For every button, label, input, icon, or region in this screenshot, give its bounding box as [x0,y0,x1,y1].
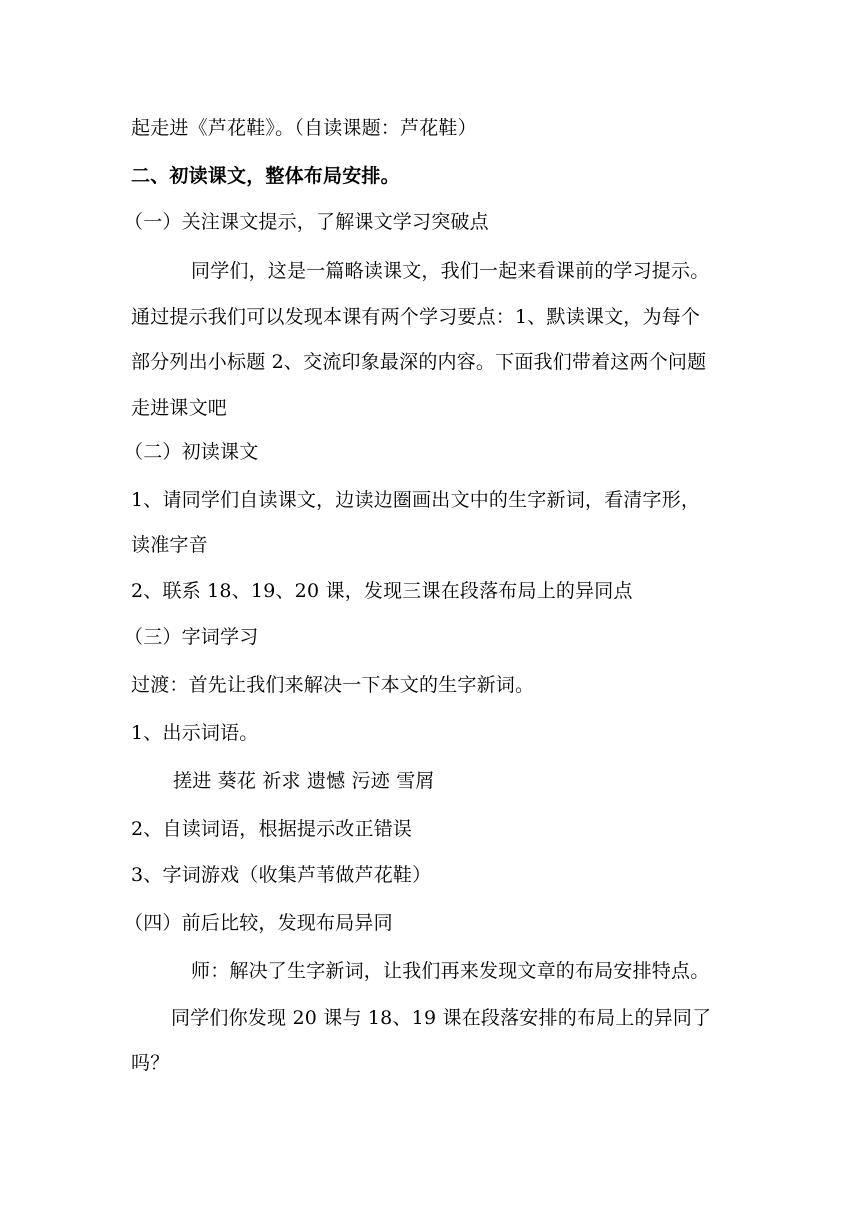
text-line: 起走进《芦花鞋》。（自读课题：芦花鞋） [131,117,477,139]
text-line: 2、联系 18、19、20 课，发现三课在段落布局上的异同点 [131,580,633,602]
text-line: 3、字词游戏（收集芦苇做芦花鞋） [131,864,432,886]
text-line: 走进课文吧 [131,397,228,419]
subsection-heading: （四）前后比较，发现布局异同 [124,912,393,934]
text-line: 1、出示词语。 [131,722,259,744]
text-line: 部分列出小标题 2、交流印象最深的内容。下面我们带着这两个问题 [131,351,707,373]
text-line: 1、请同学们自读课文，边读边圈画出文中的生字新词，看清字形， [131,489,701,511]
text-line: 2、自读词语，根据提示改正错误 [131,818,413,840]
text-line: 同学们你发现 20 课与 18、19 课在段落安排的布局上的异同了 [171,1007,712,1029]
section-heading: 二、初读课文，整体布局安排。 [131,165,400,187]
vocabulary-words: 搓进 葵花 祈求 遗憾 污迹 雪屑 [173,770,435,792]
subsection-heading: （一）关注课文提示，了解课文学习突破点 [124,211,489,233]
text-line: 过渡：首先让我们来解决一下本文的生字新词。 [131,674,535,696]
text-line: 通过提示我们可以发现本课有两个学习要点：1、默读课文，为每个 [131,306,701,328]
subsection-heading: （二）初读课文 [124,441,259,463]
text-line: 吗？ [131,1052,170,1074]
text-line: 师：解决了生字新词，让我们再来发现文章的布局安排特点。 [191,960,710,982]
subsection-heading: （三）字词学习 [124,626,259,648]
text-line: 读准字音 [131,534,208,556]
text-line: 同学们，这是一篇略读课文，我们一起来看课前的学习提示。 [191,260,710,282]
